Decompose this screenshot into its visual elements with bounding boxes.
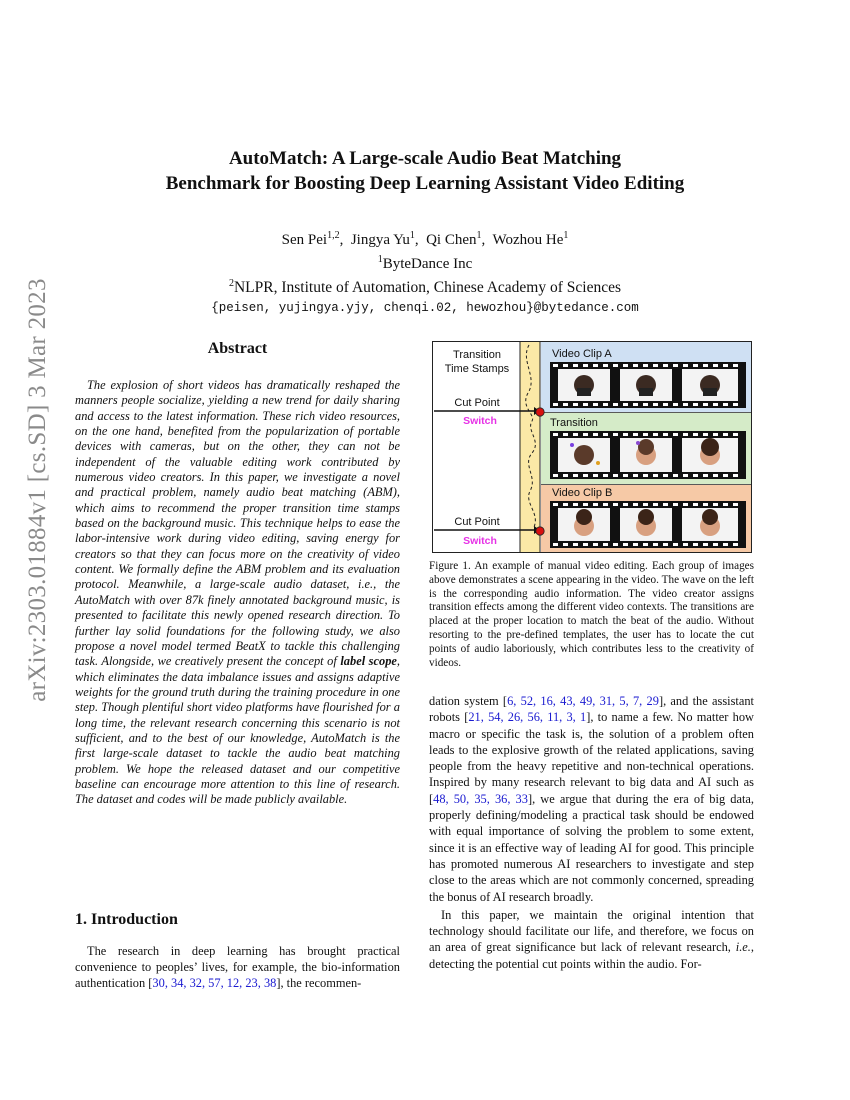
author-affil: 1 bbox=[563, 230, 569, 241]
author-name: Sen Pei bbox=[281, 232, 328, 248]
affiliation-2 bbox=[0, 274, 850, 297]
paragraph bbox=[429, 693, 754, 905]
cut-point-marker bbox=[536, 408, 544, 416]
abstract-body bbox=[75, 378, 400, 808]
author-list: Sen Pei$^{1,2}$, Jingya Yu$^1$, Qi Chen$^1$, Wozhou He$^1$ bbox=[281, 230, 569, 248]
intro-heading: 1. Introduction bbox=[75, 911, 178, 928]
fig-label-timestamps: Time Stamps bbox=[444, 363, 510, 375]
title-line-2: Benchmark for Boosting Deep Learning Assistant Video Editing bbox=[165, 173, 685, 194]
film-strip-transition bbox=[550, 431, 746, 479]
citation-link[interactable]: 21, 54, 26, 56, 11, 3, 1 bbox=[468, 710, 587, 725]
body-text: ], and the assistant robots [ bbox=[429, 694, 754, 725]
fig-switch-2: Switch bbox=[463, 535, 497, 547]
fig-clip-a-label: Video Clip A bbox=[552, 348, 612, 360]
right-column-body bbox=[429, 693, 754, 972]
fig-switch-1: Switch bbox=[463, 415, 497, 427]
body-text: dation system [ bbox=[429, 694, 508, 708]
fig-transition-label: Transition bbox=[550, 417, 598, 429]
fig-label-transition: Transition bbox=[453, 349, 501, 361]
intro-body bbox=[75, 943, 400, 992]
body-text: ], to name a few. No matter how macro or specific the task is, the solution of a problem often leads to the explosive growth of the related applications, saving people from the heavy repetitive and non-technical operations. Inspired by many research relevant to big data and AI such as [ bbox=[429, 710, 755, 806]
author-block bbox=[0, 226, 850, 318]
paper-title bbox=[0, 146, 850, 196]
fig-clip-b-label: Video Clip B bbox=[552, 487, 613, 499]
author-name: Wozhou He bbox=[492, 232, 564, 248]
film-strip-b bbox=[550, 501, 746, 548]
abstract-text: The explosion of short videos has dramatically reshaped the manners people socialize, yielding a new trend for daily sharing and access to the latest information. These rich video resources, on the one hand, benefited from the popularization of portable devices with cameras, but on the other, they can not be independent of the valuable editing work contributed by numerous video creators. In this paper, we investigate a novel and practical problem, namely audio beat matching (ABM), which aims to recommend the proper transition time stamps based on the background music. This technique helps to ease the labor-intensive work during video editing, saving energy for creators so that they can focus more on the creativity of video content. We formally define the ABM problem and its evaluation protocol. Meanwhile, a large-scale audio dataset, i.e., the AutoMatch with over 87k finely annotated background music, is presented to facilitate this newly opened research direction. To further lay solid foundations for the following study, we also propose a novel model termed BeatX to tackle this challenging task. Alongside, we creatively present the concept of bbox=[75, 378, 400, 669]
author-name: Qi Chen bbox=[426, 232, 477, 248]
film-strip-a bbox=[550, 362, 746, 408]
title-line-1: AutoMatch: A Large-scale Audio Beat Matching bbox=[228, 148, 622, 169]
fig-cut-point-1: Cut Point bbox=[454, 397, 500, 409]
affil-text: ByteDance Inc bbox=[382, 256, 473, 272]
affil-mark: 1 bbox=[377, 254, 383, 265]
abstract-text: , which eliminates the data imbalance issues and assigns adaptive weights for the ground truth during the training procedure in one step. Though plentiful short video platforms have flourished for a long time, the relevant research concerning this scenario is not sufficient, and to the best of our knowledge, AutoMatch is the first large-scale dataset to tackle the audio beat matching problem. We hope the released dataset and our competitive baseline can encourage more attention to this line of research. The dataset and codes will be made publicly available. bbox=[75, 654, 401, 807]
figure-caption: Figure 1. An example of manual video editing. Each group of images above demonstrates a scene appearing in the video. The wave on the left is the corresponding audio information. The video creator assigns transition effects among the different video contexts. The transitions are placed at the proper location to match the beat of the audio. Without resorting to the pre-defined templates, the user has to locate the cut points of audio laboriously, which contributes less to the creativity of videos. bbox=[429, 560, 754, 669]
arxiv-identifier: arXiv:2303.01884v1 [cs.SD] 3 Mar 2023 bbox=[24, 278, 51, 702]
citation-link[interactable]: 30, 34, 32, 57, 12, 23, 38 bbox=[152, 976, 277, 991]
intro-text: ], the recommen- bbox=[276, 976, 362, 991]
body-text: , detecting the potential cut points within the audio. For- bbox=[429, 940, 754, 971]
affil-text: NLPR, Institute of Automation, Chinese Academy of Sciences bbox=[233, 279, 621, 297]
abstract-heading: Abstract bbox=[207, 340, 268, 357]
intro-text: The research in deep learning has brought practical convenience to peoples’ lives, for example, the bio-information authentication [ bbox=[75, 944, 400, 991]
cut-point-marker bbox=[536, 527, 544, 535]
author-emails: {peisen, yujingya.yjy, chenqi.02, hewozhou}@bytedance.com bbox=[211, 301, 639, 316]
arxiv-sidebar bbox=[14, 278, 62, 702]
body-italic: i.e. bbox=[735, 940, 751, 955]
author-affil: 1 bbox=[476, 230, 482, 241]
author-affil: 1 bbox=[409, 230, 415, 241]
author-affil: 1,2 bbox=[327, 230, 340, 241]
citation-link[interactable]: 48, 50, 35, 36, 33 bbox=[433, 791, 528, 806]
abstract-bold-term: label scope bbox=[340, 654, 397, 669]
figure-1 bbox=[432, 341, 752, 553]
body-text: ], we argue that during the era of big data, properly defining/modeling a practical task should be endowed with equal importance of solving the problem to some extent, since it is an effective way of leading AI for good. This principle has promoted numerous AI researchers to investigate and step close to the areas which are not commonly concerned, spreading the bonus of AI research broadly. bbox=[429, 791, 754, 904]
affiliation-1 bbox=[0, 250, 850, 274]
body-text: In this paper, we maintain the original intention that technology should facilitate our life, and therefore, we focus on an area of great significance but lack of relevant research, bbox=[429, 907, 754, 955]
paragraph bbox=[429, 907, 754, 972]
affil-mark: 2 bbox=[228, 278, 234, 289]
author-name: Jingya Yu bbox=[350, 232, 410, 248]
citation-link[interactable]: 6, 52, 16, 43, 49, 31, 5, 7, 29 bbox=[507, 694, 659, 708]
fig-cut-point-2: Cut Point bbox=[454, 516, 500, 528]
